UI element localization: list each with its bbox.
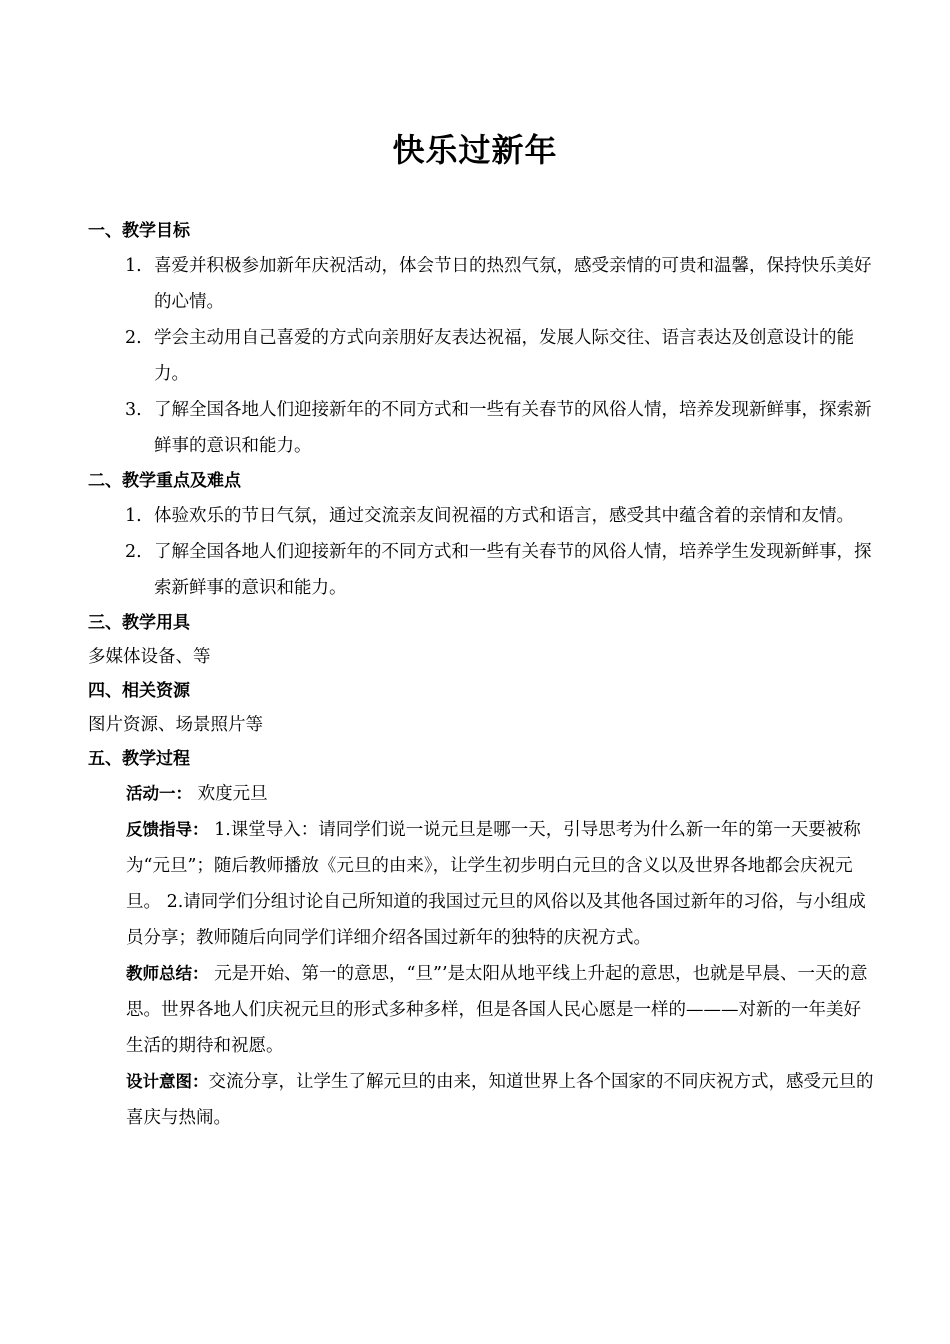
feedback-label: 反馈指导：	[126, 820, 209, 839]
activity-paragraph	[88, 776, 878, 812]
resources-text: 图片资源、场景照片等	[88, 715, 263, 735]
list-item	[88, 498, 878, 534]
list-item-text: 了解全国各地人们迎接新年的不同方式和一些有关春节的风俗人情，培养学生发现新鲜事，探索新鲜事的意识和能力。	[154, 542, 872, 598]
summary-label: 教师总结：	[126, 964, 209, 983]
section-heading-objectives: 一、教学目标	[88, 221, 190, 241]
document-body	[88, 214, 878, 1136]
list-item-number: 1.	[125, 256, 142, 276]
section-heading-process: 五、教学过程	[88, 749, 190, 769]
list-item-text: 学会主动用自己喜爱的方式向亲朋好友表达祝福，发展人际交往、语言表达及创意设计的能力。	[154, 328, 854, 384]
list-item-number: 2.	[125, 328, 142, 348]
activity-text: 欢度元旦	[192, 784, 268, 804]
list-item-text: 体验欢乐的节日气氛，通过交流亲友间祝福的方式和语言，感受其中蕴含着的亲情和友情。	[154, 506, 854, 526]
section-heading-resources: 四、相关资源	[88, 681, 190, 701]
list-item	[88, 534, 878, 606]
feedback-text: 1.课堂导入：请同学们说一说元旦是哪一天，引导思考为什么新一年的第一天要被称为“元旦”；随后教师播放《元旦的由来》，让学生初步明白元旦的含义以及世界各地都会庆祝元旦。 2.请同学们分组讨论自己所知道的我国过元旦的风俗以及其他各国过新年的习俗，与小组成员分享；教师随后向同学们详细介绍各国过新年的独特的庆祝方式。	[126, 820, 866, 948]
list-item	[88, 392, 878, 464]
section-heading-key-points: 二、教学重点及难点	[88, 471, 241, 491]
list-item-text: 喜爱并积极参加新年庆祝活动，体会节日的热烈气氛，感受亲情的可贵和温馨，保持快乐美好的心情。	[154, 256, 872, 312]
activity-label: 活动一：	[126, 784, 192, 803]
page-title: 快乐过新年	[392, 131, 558, 169]
list-item	[88, 320, 878, 392]
summary-text: 元是开始、第一的意思，“旦”’是太阳从地平线上升起的意思，也就是早晨、一天的意思。世界各地人们庆祝元旦的形式多种多样，但是各国人民心愿是一样的———对新的一年美好生活的期待和祝愿。	[126, 964, 868, 1056]
intent-paragraph	[88, 1064, 878, 1136]
intent-text: 交流分享，让学生了解元旦的由来，知道世界上各个国家的不同庆祝方式，感受元旦的喜庆与热闹。	[126, 1072, 874, 1128]
list-item-text: 了解全国各地人们迎接新年的不同方式和一些有关春节的风俗人情，培养发现新鲜事，探索新鲜事的意识和能力。	[154, 400, 872, 456]
feedback-paragraph	[88, 812, 878, 956]
list-item-number: 2.	[125, 542, 142, 562]
section-heading-tools: 三、教学用具	[88, 613, 190, 633]
tools-text: 多媒体设备、等	[88, 647, 211, 667]
intent-label: 设计意图：	[126, 1072, 209, 1091]
summary-paragraph	[88, 956, 878, 1064]
list-item-number: 1.	[125, 506, 142, 526]
list-item-number: 3.	[125, 400, 142, 420]
list-item	[88, 248, 878, 320]
